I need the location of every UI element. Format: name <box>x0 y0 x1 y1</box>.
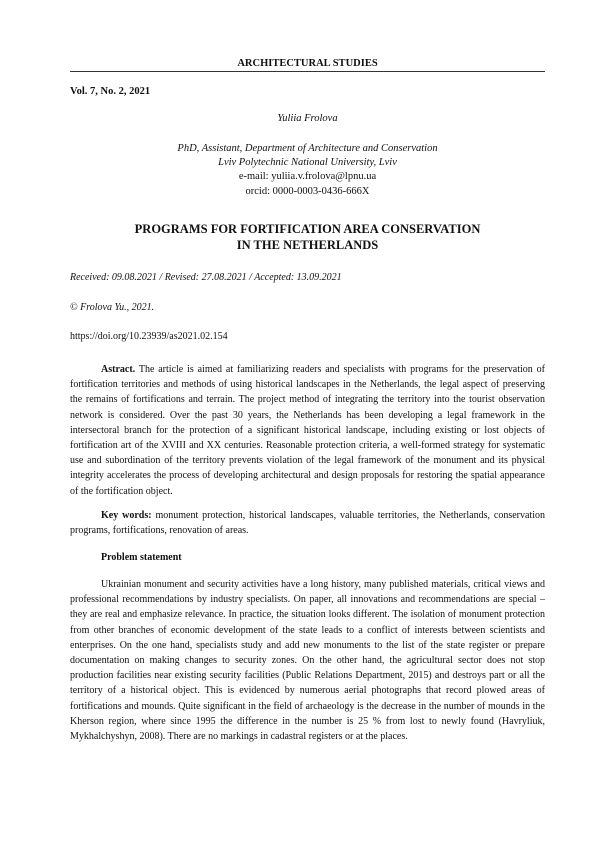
abstract-label: Astract. <box>101 364 136 375</box>
author-institution: Lviv Polytechnic National University, Lviv <box>218 157 397 169</box>
title-line-2: IN THE NETHERLANDS <box>236 238 379 252</box>
keywords-text: monument protection, historical landscapes, valuable territories, the Netherlands, conservation programs, fortifications, renovation of areas. <box>70 510 545 537</box>
author-affiliation <box>70 142 545 199</box>
author-position: PhD, Assistant, Department of Architecture and Conservation <box>177 143 438 154</box>
author-name: Yuliia Frolova <box>277 113 338 124</box>
author-email[interactable]: e-mail: yuliia.v.frolova@lpnu.ua <box>238 171 377 183</box>
paper-title <box>70 221 545 253</box>
doi-link[interactable]: https://doi.org/10.23939/as2021.02.154 <box>70 331 228 342</box>
keywords-label: Key words: <box>101 510 152 521</box>
copyright-notice: © Frolova Yu., 2021. <box>70 302 155 313</box>
keywords <box>70 508 545 538</box>
abstract <box>70 362 545 499</box>
journal-name: ARCHITECTURAL STUDIES <box>237 58 378 69</box>
abstract-text: The article is aimed at familiarizing readers and specialists with programs for the preservation of fortification territories and methods of using historical landscapes in the Netherlands, the legal aspect of preserving the remains of fortifications and terrain. The project method of integrating the territory into the tourist observation network is considered. Over the past 30 years, the Netherlands has been developing a legal framework in the intersectoral branch for the protection of a significant historical landscape, including existing or lost objects of fortification art of the XVIII and XX centuries. Reasonable protection criteria, a well-formed strategy for systematic use and subordination of the territory prevents violation of the legal framework of the monument and its physical integrity accelerates the process of developing architectural and design proposals for restoring the spatial appearance of the fortification object. <box>70 364 545 497</box>
body-paragraph: Ukrainian monument and security activities have a long history, many published materials, critical views and professional recommendations by industry specialists. On paper, all innovations and recommendations are special – they are real and emphasize relevance. In practice, the situation looks different. The isolation of monument protection from other branches of economic development of the state leads to a conflict of interests between scientists and enterprises. On the one hand, specialists study and add new monuments to the list of the state register or prepare documentation on making changes to security zones. On the other hand, the agricultural sector does not stop production facilities near existing security facilities (Public Relations Department, 2015) and destroys part or all the territory of a historical object. This is evidenced by numerous aerial photographs that record plowed areas of fortifications and mounds. Quite significant in the field of archaeology is the decrease in the number of mounds in the Kherson region, where since 1995 the difference in the number is 25 % from lost to newly found (Havryliuk, Mykhalchyshyn, 2008). There are no markings in cadastral registers or at the places. <box>70 579 545 743</box>
author-orcid[interactable]: orcid: 0000-0003-0436-666X <box>245 185 370 197</box>
submission-dates: Received: 09.08.2021 / Revised: 27.08.2021 / Accepted: 13.09.2021 <box>70 272 342 283</box>
volume-issue: Vol. 7, No. 2, 2021 <box>70 86 151 97</box>
title-line-1: PROGRAMS FOR FORTIFICATION AREA CONSERVATION <box>134 222 481 236</box>
journal-header <box>70 58 545 72</box>
section-heading: Problem statement <box>101 552 182 563</box>
